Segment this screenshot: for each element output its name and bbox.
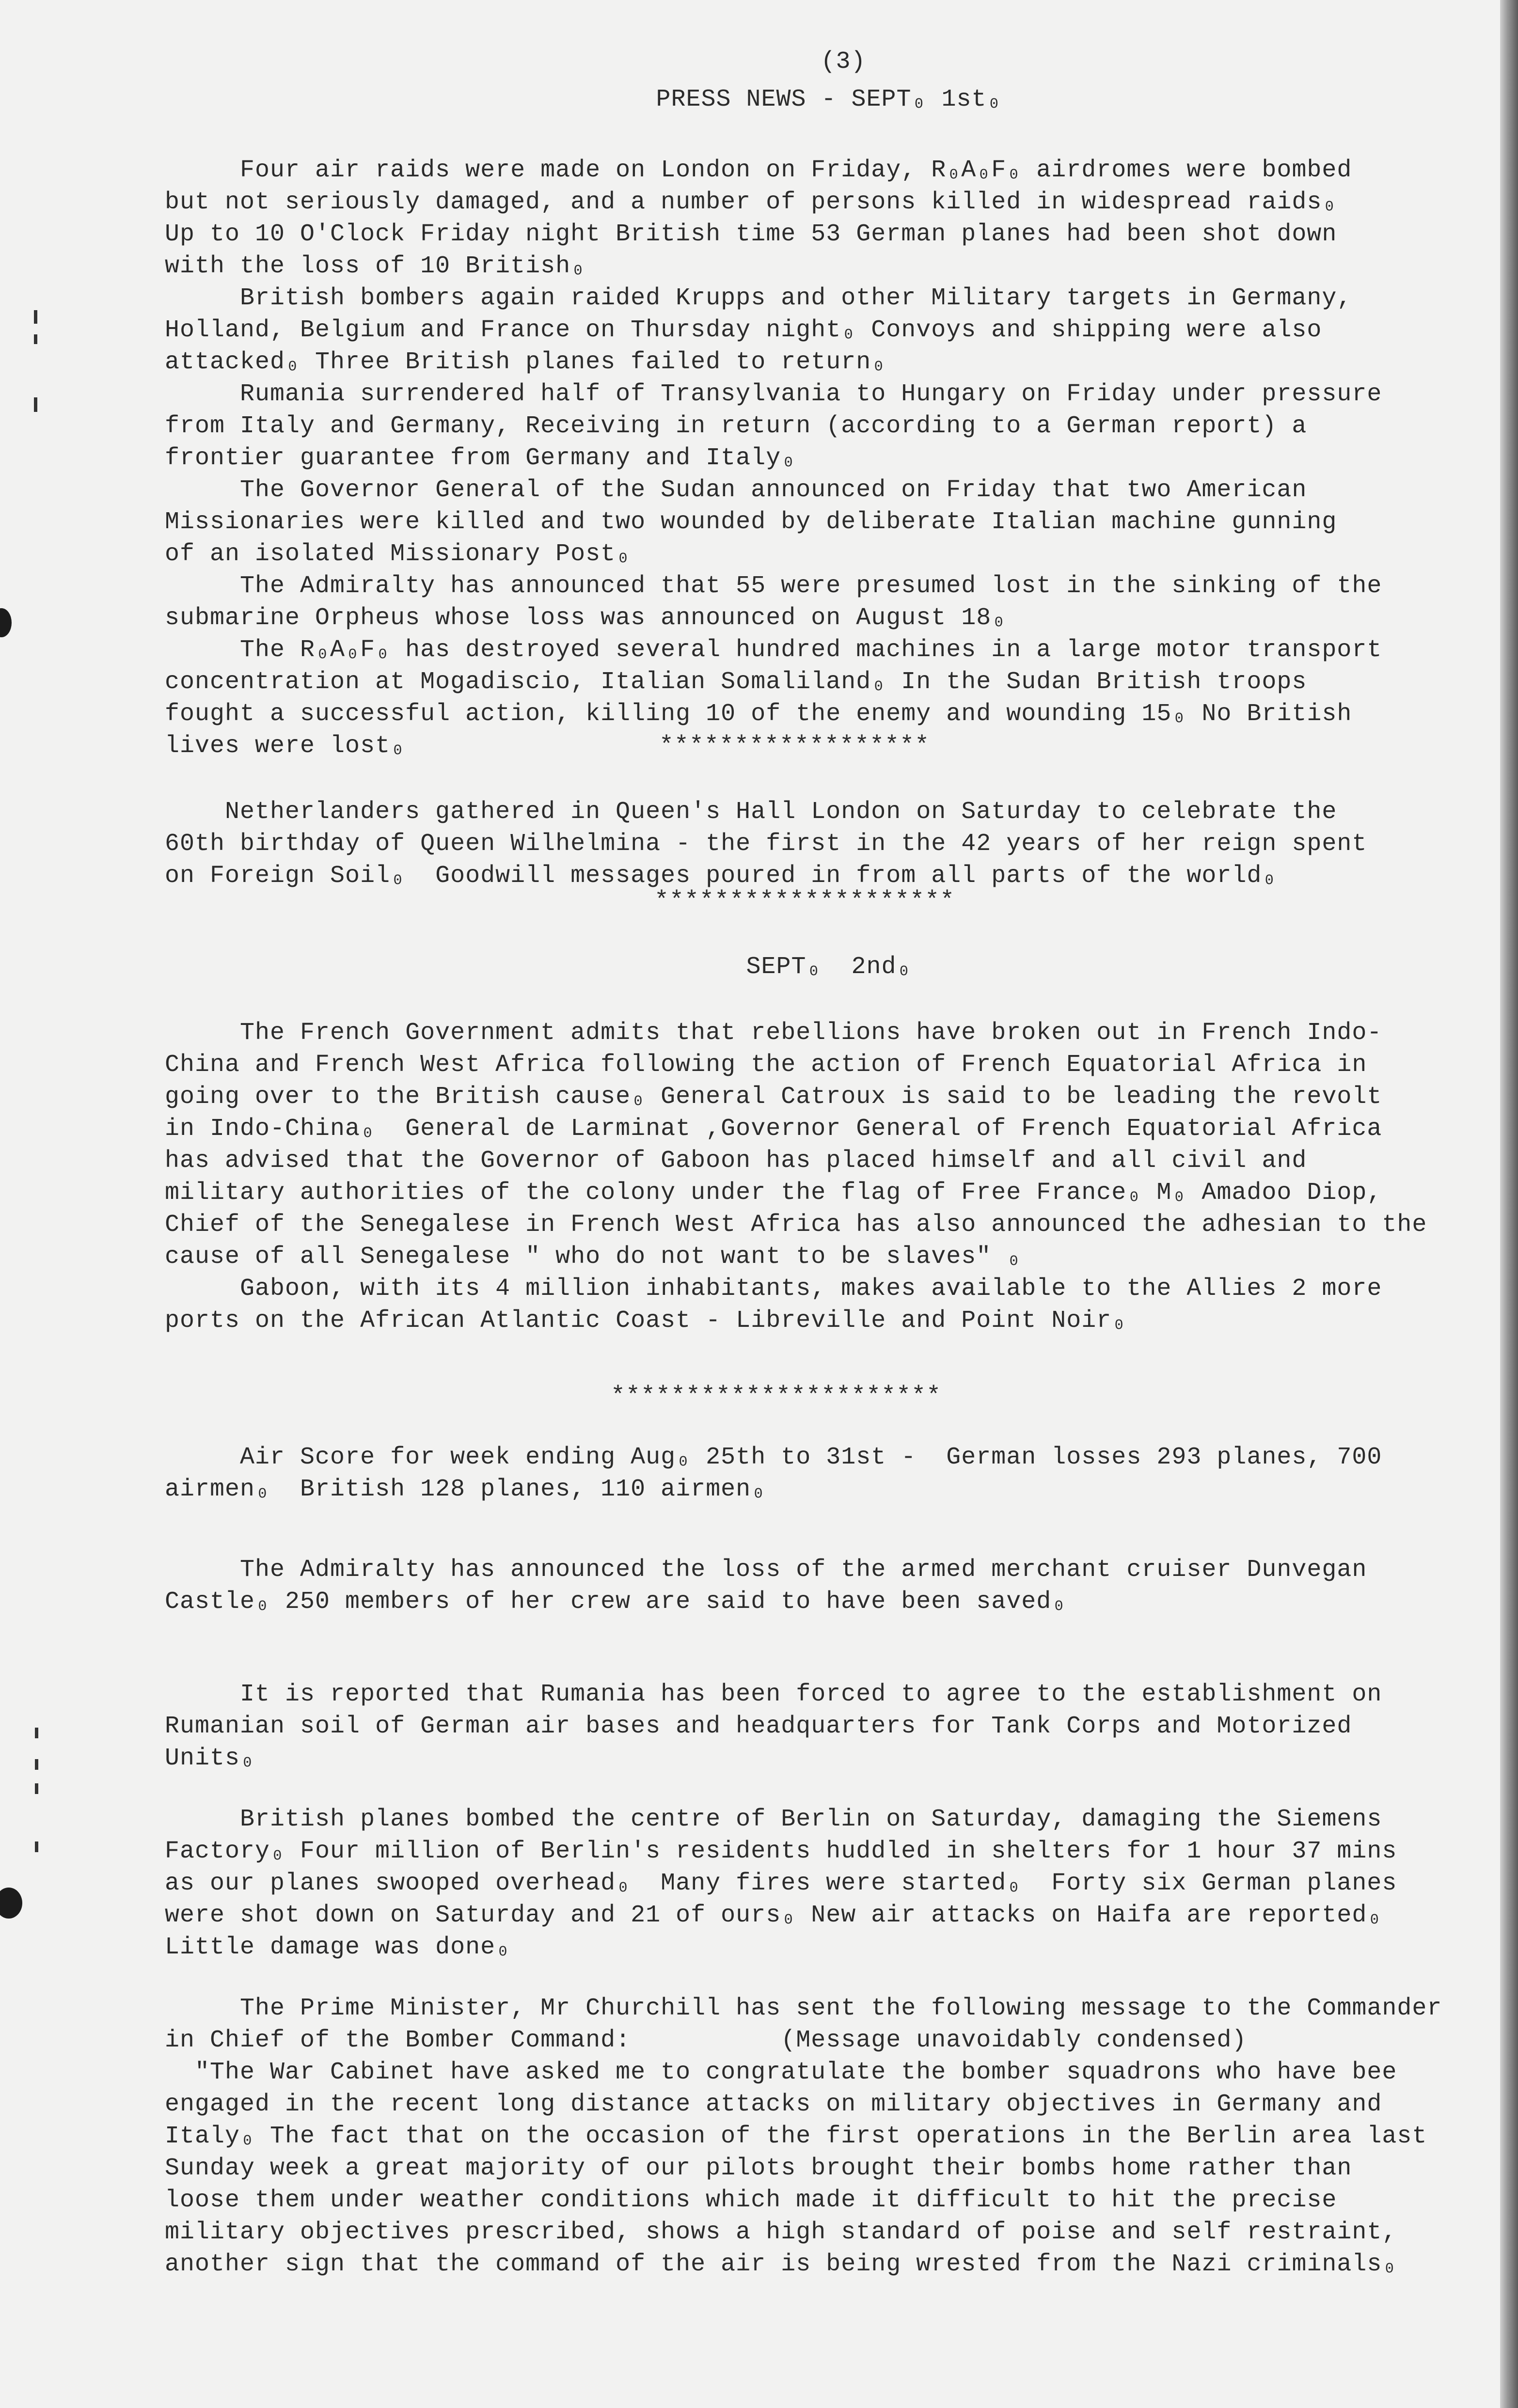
text-line: Up to 10 O'Clock Friday night British time 53 German planes had been shot down <box>165 220 1337 248</box>
text-line: Air Score for week ending Aug₀ 25th to 31st - German losses 293 planes, 700 <box>165 1444 1382 1471</box>
text-line: The Admiralty has announced that 55 were presumed lost in the sinking of the <box>165 572 1382 600</box>
text-line: but not seriously damaged, and a number of persons killed in widespread raids₀ <box>165 189 1337 216</box>
text-line: of an isolated Missionary Post₀ <box>165 540 631 568</box>
margin-mark <box>35 1783 38 1794</box>
text-line: Castle₀ 250 members of her crew are said to have been saved₀ <box>165 1588 1067 1616</box>
news-block-2 <box>165 796 1493 892</box>
text-line: loose them under weather conditions which made it difficult to hit the precise <box>165 2187 1337 2214</box>
separator-stars: ****************** <box>659 732 930 760</box>
news-block-7 <box>165 1804 1493 1964</box>
text-line: The Governor General of the Sudan announced on Friday that two American <box>165 476 1307 504</box>
news-block-3 <box>165 1017 1493 1337</box>
separator-stars: ******************** <box>654 887 955 915</box>
news-block-5 <box>165 1554 1493 1618</box>
news-block-6 <box>165 1679 1493 1775</box>
text-line: engaged in the recent long distance attacks on military objectives in Germany and <box>165 2091 1382 2118</box>
text-line: has advised that the Governor of Gaboon has placed himself and all civil and <box>165 1147 1307 1175</box>
text-line: China and French West Africa following the action of French Equatorial Africa in <box>165 1051 1367 1079</box>
text-line: Italy₀ The fact that on the occasion of the first operations in the Berlin area last <box>165 2123 1427 2150</box>
margin-mark <box>35 1759 38 1770</box>
text-line: from Italy and Germany, Receiving in return (according to a German report) a <box>165 412 1307 440</box>
section-heading: SEPT₀ 2nd₀ <box>746 953 912 981</box>
text-line: airmen₀ British 128 planes, 110 airmen₀ <box>165 1476 766 1503</box>
text-line: Factory₀ Four million of Berlin's residents huddled in shelters for 1 hour 37 mins <box>165 1838 1397 1865</box>
text-line: military objectives prescribed, shows a high standard of poise and self restraint, <box>165 2219 1397 2246</box>
separator-stars: ********************** <box>611 1383 942 1410</box>
margin-mark <box>34 334 37 344</box>
text-line: Gaboon, with its 4 million inhabitants, makes available to the Allies 2 more <box>165 1275 1382 1303</box>
margin-mark <box>34 310 37 324</box>
text-line: fought a successful action, killing 10 of the enemy and wounding 15₀ No British <box>165 700 1352 728</box>
text-line: concentration at Mogadiscio, Italian Somaliland₀ In the Sudan British troops <box>165 668 1307 696</box>
text-line: with the loss of 10 British₀ <box>165 252 586 280</box>
text-line: ports on the African Atlantic Coast - Libreville and Point Noir₀ <box>165 1307 1127 1335</box>
page-heading: PRESS NEWS - SEPT₀ 1st₀ <box>656 86 1002 113</box>
text-line: Units₀ <box>165 1745 255 1772</box>
document-page <box>165 46 1493 2281</box>
text-line: The R₀A₀F₀ has destroyed several hundred machines in a large motor transport <box>165 636 1382 664</box>
text-line: British bombers again raided Krupps and other Military targets in Germany, <box>165 284 1352 312</box>
text-line: Sunday week a great majority of our pilots brought their bombs home rather than <box>165 2155 1352 2182</box>
text-line: Missionaries were killed and two wounded by deliberate Italian machine gunning <box>165 508 1337 536</box>
text-line: in Chief of the Bomber Command: (Message unavoidably condensed) <box>165 2027 1247 2054</box>
text-line: The Admiralty has announced the loss of the armed merchant cruiser Dunvegan <box>165 1556 1367 1584</box>
text-line: cause of all Senegalese " who do not want to be slaves" ₀ <box>165 1243 1022 1271</box>
text-line: were shot down on Saturday and 21 of ours₀ New air attacks on Haifa are reported₀ <box>165 1902 1382 1929</box>
text-line: in Indo-China₀ General de Larminat ,Governor General of French Equatorial Africa <box>165 1115 1382 1143</box>
text-line: Four air raids were made on London on Friday, R₀A₀F₀ airdromes were bombed <box>165 157 1352 184</box>
text-line: British planes bombed the centre of Berlin on Saturday, damaging the Siemens <box>165 1806 1382 1833</box>
text-line: The French Government admits that rebellions have broken out in French Indo- <box>165 1019 1382 1047</box>
text-line: military authorities of the colony under the flag of Free France₀ M₀ Amadoo Diop, <box>165 1179 1382 1207</box>
page-number: (3) <box>821 48 866 76</box>
text-line: Chief of the Senegalese in French West Africa has also announced the adhesian to the <box>165 1211 1427 1239</box>
text-line: on Foreign Soil₀ Goodwill messages poured in from all parts of the world₀ <box>165 862 1277 890</box>
page-edge <box>1500 0 1518 2408</box>
news-block-1 <box>165 155 1493 762</box>
text-line: attacked₀ Three British planes failed to return₀ <box>165 348 886 376</box>
text-line: as our planes swooped overhead₀ Many fires were started₀ Forty six German planes <box>165 1870 1397 1897</box>
text-line: Netherlanders gathered in Queen's Hall London on Saturday to celebrate the <box>165 798 1337 826</box>
news-block-8 <box>165 1993 1493 2281</box>
margin-mark <box>34 397 37 412</box>
text-line: Holland, Belgium and France on Thursday night₀ Convoys and shipping were also <box>165 316 1322 344</box>
text-line: "The War Cabinet have asked me to congratulate the bomber squadrons who have bee <box>165 2059 1397 2086</box>
margin-mark <box>35 1728 38 1738</box>
text-line: Rumania surrendered half of Transylvania to Hungary on Friday under pressure <box>165 380 1382 408</box>
margin-mark <box>35 1841 38 1852</box>
text-line: going over to the British cause₀ General Catroux is said to be leading the revolt <box>165 1083 1382 1111</box>
text-line: lives were lost₀ <box>165 732 406 760</box>
text-line: another sign that the command of the air is being wrested from the Nazi criminals₀ <box>165 2251 1397 2278</box>
text-line: Little damage was done₀ <box>165 1934 511 1961</box>
text-line: frontier guarantee from Germany and Italy₀ <box>165 444 796 472</box>
text-line: Rumanian soil of German air bases and headquarters for Tank Corps and Motorized <box>165 1713 1352 1740</box>
news-block-4 <box>165 1442 1493 1506</box>
text-line: 60th birthday of Queen Wilhelmina - the first in the 42 years of her reign spent <box>165 830 1367 858</box>
text-line: The Prime Minister, Mr Churchill has sent the following message to the Commander <box>165 1995 1442 2022</box>
text-line: It is reported that Rumania has been forced to agree to the establishment on <box>165 1681 1382 1708</box>
text-line: submarine Orpheus whose loss was announced on August 18₀ <box>165 604 1007 632</box>
